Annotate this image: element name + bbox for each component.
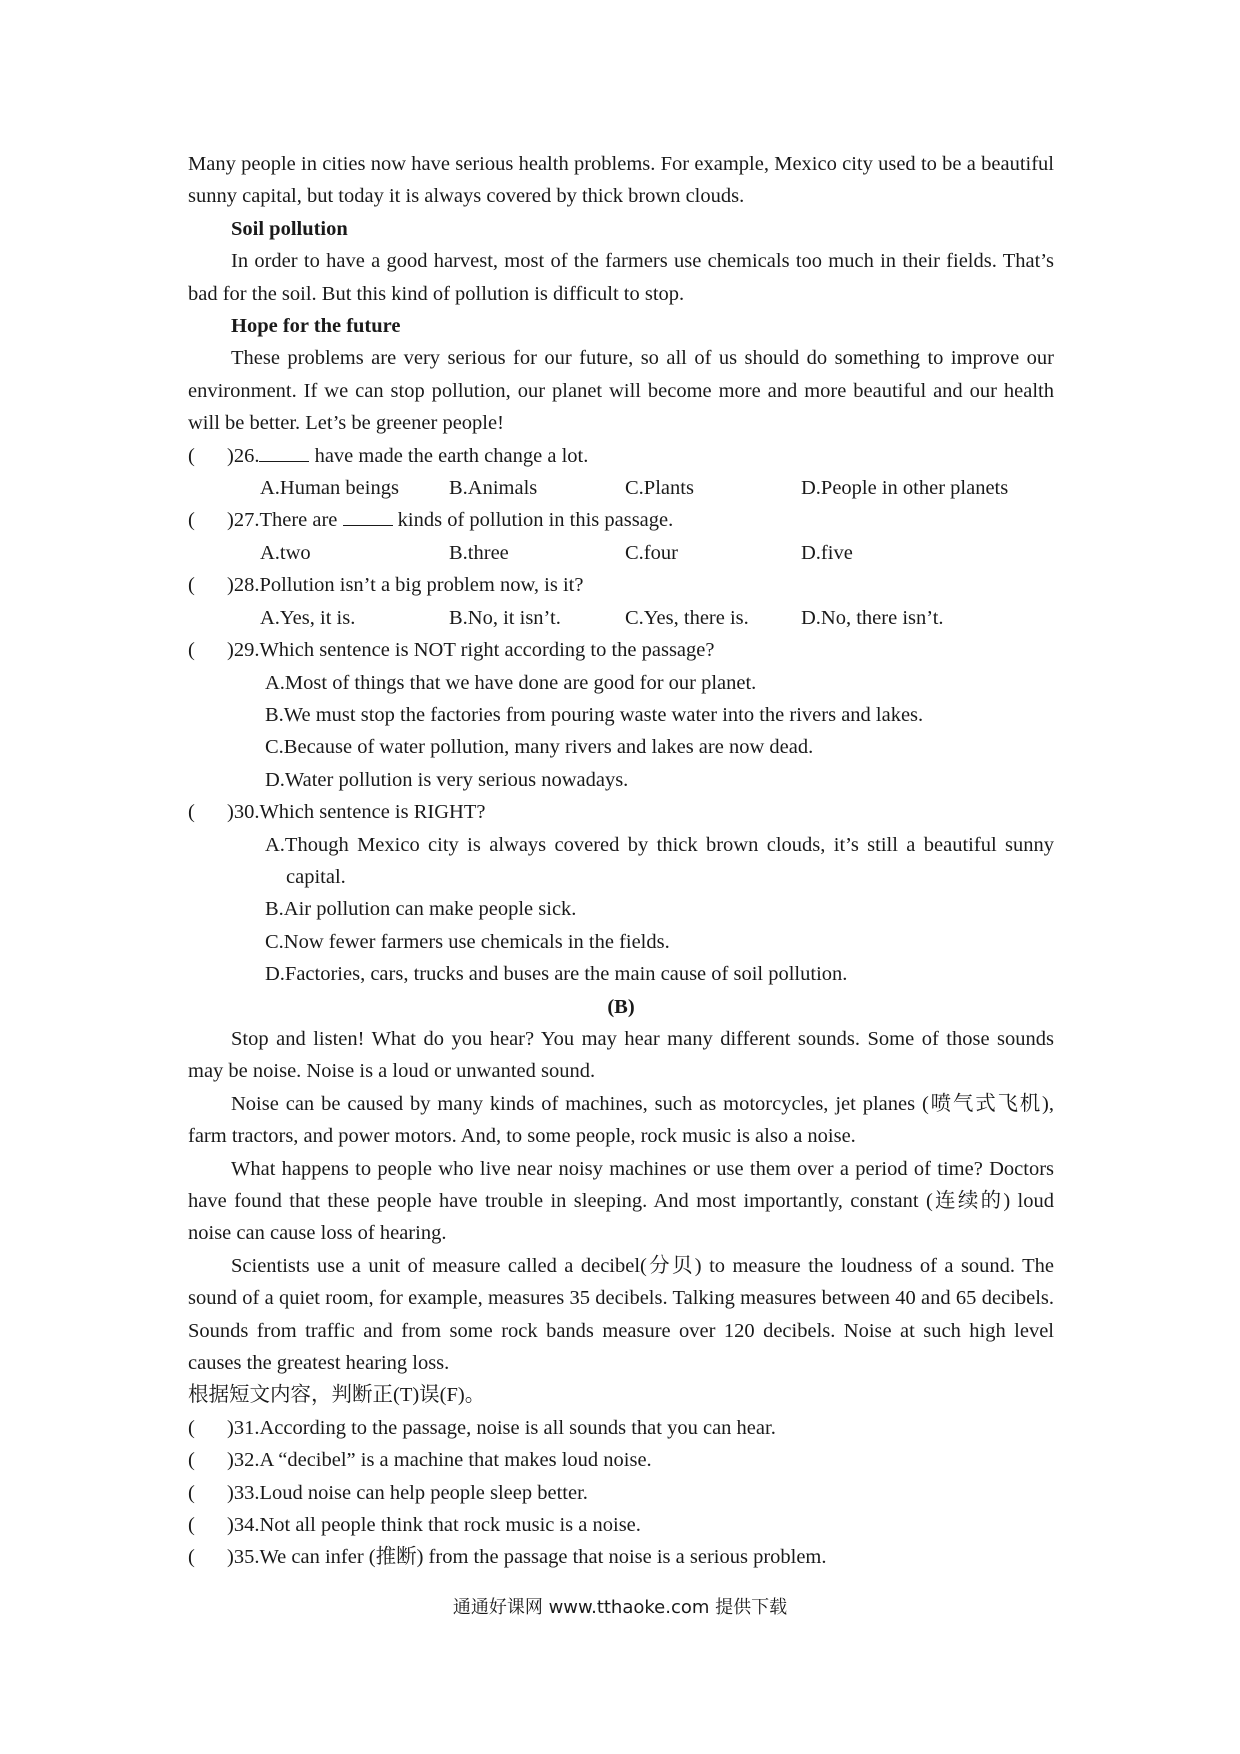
heading-hope-future: Hope for the future	[231, 315, 401, 338]
question-stem: )30.Which sentence is RIGHT?	[227, 801, 486, 824]
answer-paren: (	[188, 1514, 195, 1537]
paragraph-soil-pollution: In order to have a good harvest, most of the farmers use chemicals too much in their fields. That’s bad for the soil. But this kind of pollution is difficult to stop.	[188, 250, 1054, 305]
answer-paren: (	[188, 1481, 195, 1504]
tf-statement: )33.Loud noise can help people sleep better.	[227, 1481, 588, 1504]
question-stem-pre: )26.	[227, 444, 260, 467]
answer-paren: (	[188, 639, 195, 662]
option-c: C.Plants	[625, 477, 694, 500]
option-d: D.Water pollution is very serious nowadays.	[265, 768, 629, 791]
question-stem-post: have made the earth change a lot.	[309, 444, 589, 467]
paragraph-b3: What happens to people who live near noisy machines or use them over a period of time? Doctors have found that these people have trouble in sleeping. And most importantly, constant (连续的) loud noise can cause loss of hearing.	[188, 1157, 1054, 1245]
option-a: A.Most of things that we have done are good for our planet.	[265, 671, 757, 694]
option-d: D.No, there isn’t.	[801, 606, 944, 629]
answer-paren: (	[188, 801, 195, 824]
tf-statement: )34.Not all people think that rock music is a noise.	[227, 1514, 641, 1537]
section-title-b: (B)	[607, 995, 635, 1018]
tf-item-34	[188, 1509, 1054, 1541]
question-28	[188, 569, 1054, 601]
tf-statement: )35.We can infer (推断) from the passage that noise is a serious problem.	[227, 1546, 827, 1569]
option-a: A.two	[260, 541, 311, 564]
tf-statement: )32.A “decibel” is a machine that makes loud noise.	[227, 1449, 652, 1472]
question-stem-pre: )27.There are	[227, 509, 343, 532]
option-b: B.Animals	[449, 477, 538, 500]
options-28	[188, 602, 1054, 634]
option-a: A.Human beings	[260, 477, 399, 500]
page-footer: 通通好课网 www.tthaoke.com 提供下载	[452, 1597, 788, 1618]
question-stem-post: kinds of pollution in this passage.	[392, 509, 674, 532]
answer-paren: (	[188, 1546, 195, 1569]
heading-soil-pollution: Soil pollution	[231, 217, 348, 240]
paragraph-air-pollution-end: Many people in cities now have serious health problems. For example, Mexico city used to be a beautiful sunny capital, but today it is always covered by thick brown clouds.	[188, 153, 1054, 208]
tf-statement: )31.According to the passage, noise is all sounds that you can hear.	[227, 1416, 776, 1439]
option-b: B.No, it isn’t.	[449, 606, 561, 629]
answer-blank	[259, 443, 309, 462]
answer-paren: (	[188, 1449, 195, 1472]
question-stem: )29.Which sentence is NOT right according to the passage?	[227, 639, 715, 662]
option-c: C.Yes, there is.	[625, 606, 749, 629]
answer-paren: (	[188, 444, 195, 467]
page-content	[188, 148, 1054, 1574]
tf-item-31	[188, 1412, 1054, 1444]
paragraph-b2: Noise can be caused by many kinds of machines, such as motorcycles, jet planes (喷气式飞机), farm tractors, and power motors. And, to some people, rock music is also a noise.	[188, 1092, 1054, 1148]
question-26	[188, 440, 1054, 472]
tf-item-33	[188, 1477, 1054, 1509]
option-d: D.Factories, cars, trucks and buses are the main cause of soil pollution.	[265, 963, 848, 986]
option-b: B.We must stop the factories from pouring waste water into the rivers and lakes.	[265, 703, 924, 726]
question-29	[188, 634, 1054, 666]
option-b: B.Air pollution can make people sick.	[265, 898, 577, 921]
option-b: B.three	[449, 541, 509, 564]
paragraph-hope-future: These problems are very serious for our future, so all of us should do something to improve our environment. If we can stop pollution, our planet will become more and more beautiful and our health will be better. Let’s be greener people!	[188, 347, 1054, 435]
tf-instruction: 根据短文内容，判断正(T)误(F)。	[188, 1384, 486, 1407]
option-c: C.Because of water pollution, many rivers and lakes are now dead.	[265, 736, 814, 759]
option-a: A.Though Mexico city is always covered by thick brown clouds, it’s still a beautiful sunny capital.	[265, 833, 1054, 888]
answer-blank	[343, 507, 393, 526]
question-30	[188, 796, 1054, 828]
answer-paren: (	[188, 509, 195, 532]
answer-paren: (	[188, 574, 195, 597]
option-d: D.five	[801, 541, 853, 564]
question-stem: )28.Pollution isn’t a big problem now, is it?	[227, 574, 584, 597]
tf-item-32	[188, 1444, 1054, 1476]
paragraph-b1: Stop and listen! What do you hear? You may hear many different sounds. Some of those sounds may be noise. Noise is a loud or unwanted sound.	[188, 1027, 1054, 1083]
option-c: C.Now fewer farmers use chemicals in the fields.	[265, 930, 670, 953]
options-27	[188, 537, 1054, 569]
option-a: A.Yes, it is.	[260, 606, 356, 629]
option-d: D.People in other planets	[801, 477, 1009, 500]
answer-paren: (	[188, 1416, 195, 1439]
options-26	[188, 472, 1054, 504]
option-c: C.four	[625, 541, 678, 564]
tf-item-35	[188, 1541, 1054, 1573]
question-27	[188, 504, 1054, 536]
paragraph-b4: Scientists use a unit of measure called a decibel(分贝) to measure the loudness of a sound. The sound of a quiet room, for example, measures 35 decibels. Talking measures between 40 and 65 decibels. Sounds from traffic and from some rock bands measure over 120 decibels. Noise at such high level causes the greatest hearing loss.	[188, 1254, 1054, 1375]
